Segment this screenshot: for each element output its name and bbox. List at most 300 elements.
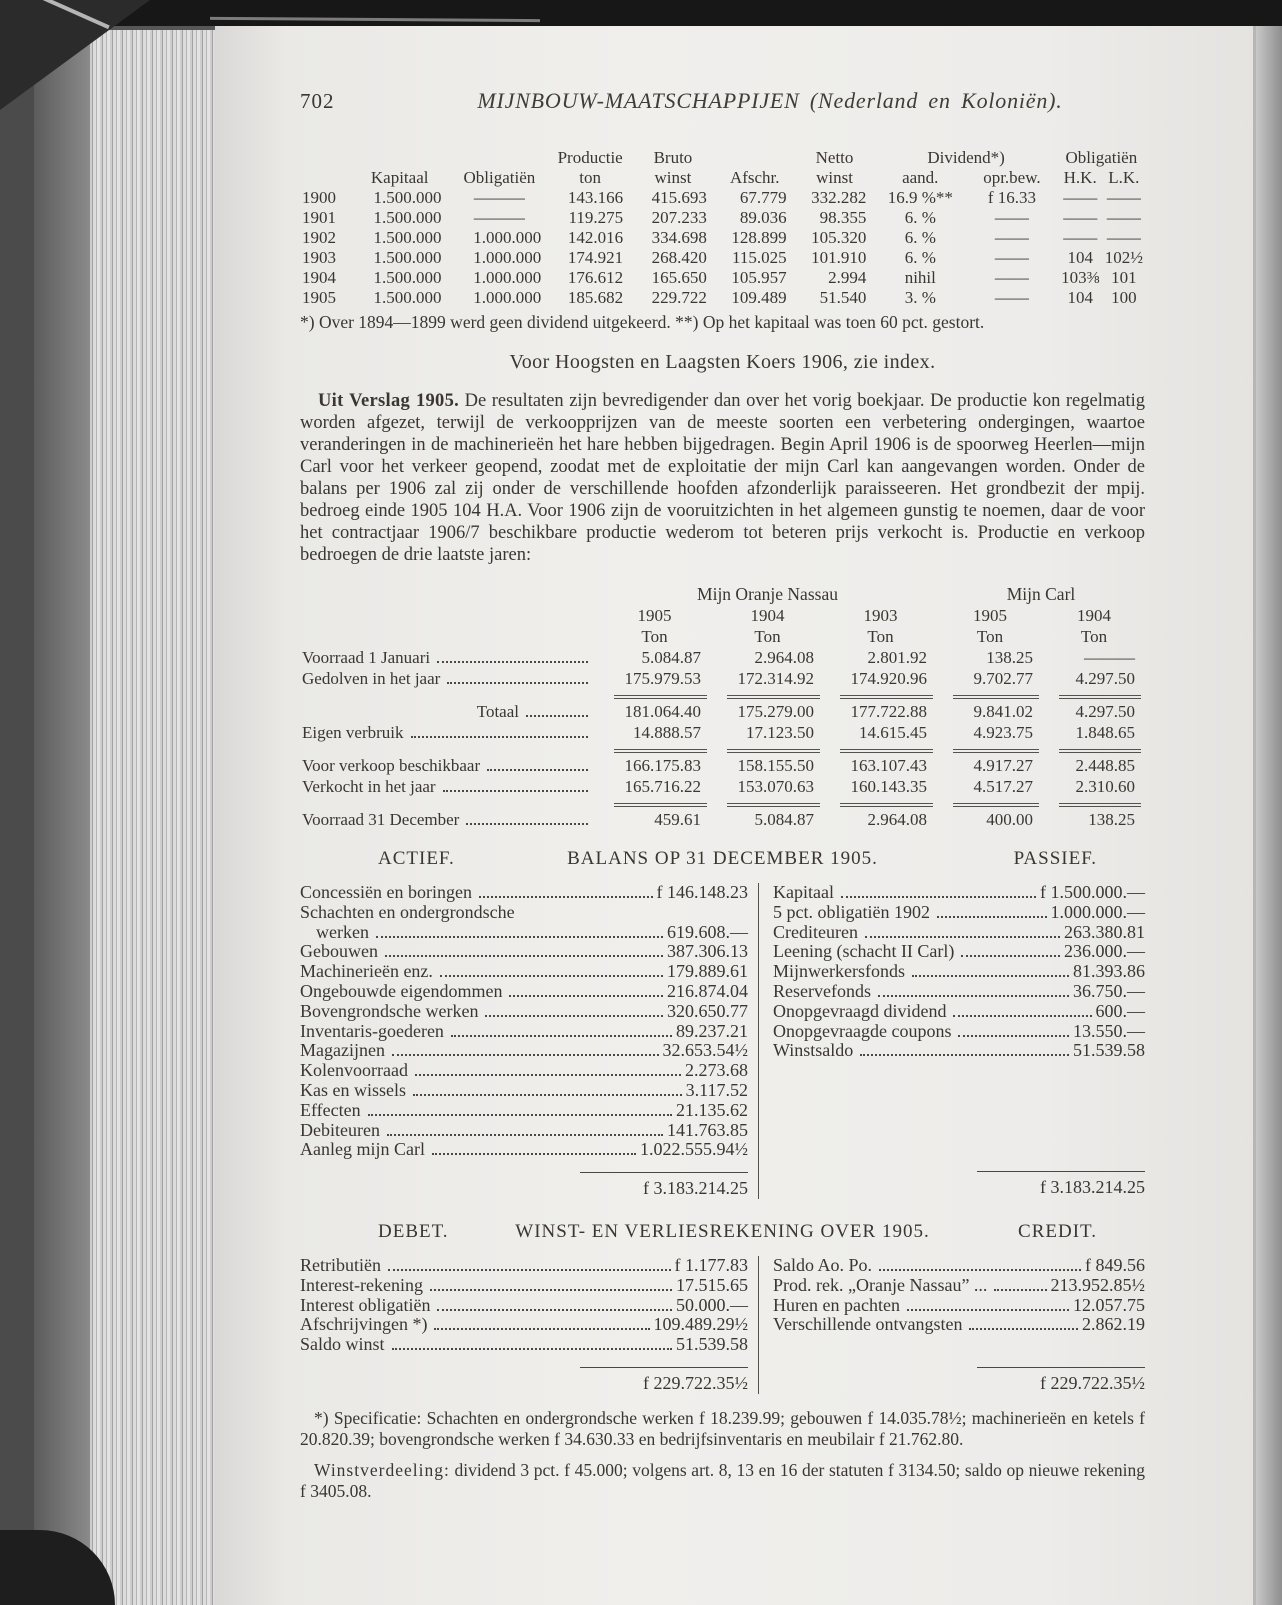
stats-cell: 1.500.000 [373, 248, 442, 267]
prod-cell: 4.923.75 [973, 722, 1033, 742]
prod-label-cell [300, 647, 598, 668]
stats-header-cell: L.K. [1108, 168, 1140, 187]
prod-unit-cell: Ton [976, 626, 1004, 646]
item-value: 619.608.— [667, 921, 748, 942]
prod-cell: 2.801.92 [867, 647, 927, 667]
item-label: Winstsaldo [773, 1040, 854, 1061]
stats-cell: 102½ [1104, 248, 1143, 267]
item-label: Inventaris-goederen [300, 1020, 444, 1041]
item-value: 216.874.04 [667, 980, 748, 1001]
stats-cell: 174.921 [567, 248, 624, 267]
leader-dots [432, 1153, 636, 1155]
page-title: MIJNBOUW-MAATSCHAPPIJEN (Nederland en Koloniën). [477, 88, 1063, 113]
prod-cell [300, 689, 598, 701]
total-value: f 3.183.214.25 [580, 1172, 748, 1199]
prod-unit-cell: Ton [867, 626, 894, 646]
prod-year-cell: 1905 [637, 605, 672, 625]
stats-header-cell: H.K. [1063, 168, 1097, 187]
item-label: Mijnwerkersfonds [773, 961, 905, 982]
prod-cell: 459.61 [654, 809, 701, 829]
leader-dots [485, 1015, 663, 1017]
item-value: 109.489.29½ [653, 1314, 748, 1335]
stats-cell: 1.500.000 [373, 208, 442, 227]
item-label: Concessiën en boringen [300, 882, 472, 902]
stats-cell: 1.000.000 [473, 288, 542, 307]
item-label: Huren en pachten [773, 1294, 900, 1315]
leader-dots [878, 995, 1069, 997]
pnl-item [300, 1296, 748, 1316]
leader-dots [385, 955, 663, 957]
stats-cell: 109.489 [731, 288, 787, 307]
stats-cell: —— [994, 248, 1029, 267]
leader-dots [526, 715, 588, 717]
rule-line [598, 689, 711, 701]
item-value: 36.750.— [1073, 980, 1145, 1001]
item-label: Aanleg mijn Carl [300, 1139, 425, 1160]
prod-year-cell: 1904 [1077, 605, 1111, 625]
prod-cell: 138.25 [986, 647, 1033, 667]
item-value: 2.862.19 [1082, 1314, 1145, 1335]
prod-cell: 2.964.08 [867, 809, 927, 829]
stats-cell: 143.166 [567, 188, 624, 207]
item-value: 21.135.62 [676, 1099, 748, 1120]
stats-cell: 176.612 [567, 268, 624, 287]
leader-dots [440, 975, 663, 977]
prod-cell: 17.123.50 [746, 722, 814, 742]
balance-item [300, 1002, 748, 1022]
stats-footnote: *) Over 1894—1899 werd geen dividend uitgekeerd. **) Op het kapitaal was toen 60 pct. gestort. [300, 312, 985, 332]
prod-cell: 2.964.08 [754, 647, 814, 667]
prod-rule-row [300, 797, 1145, 809]
stats-cell: 1.500.000 [373, 188, 442, 207]
balance-item [300, 962, 748, 982]
prod-label-cell [300, 776, 598, 797]
item-value: 12.057.75 [1073, 1294, 1145, 1315]
balance-item [773, 1041, 1145, 1061]
pnl-title: WINST- EN VERLIESREKENING OVER 1905. [515, 1220, 930, 1242]
leader-dots [479, 896, 653, 898]
item-label: Schachten en ondergrondsche [300, 901, 515, 922]
stats-cell: 2.994 [828, 268, 867, 287]
leader-dots [958, 1035, 1069, 1037]
balance-item [300, 1081, 748, 1101]
stats-cell: 142.016 [567, 228, 624, 247]
item-label: Kolenvoorraad [300, 1060, 408, 1081]
stats-cell: 100 [1111, 288, 1137, 307]
prod-year-cell: 1903 [863, 605, 898, 625]
prod-row-voorraad-1-jan [300, 647, 1145, 668]
item-value: 51.539.58 [676, 1334, 748, 1355]
balance-item [300, 883, 748, 903]
leader-dots [413, 1094, 682, 1096]
item-label: Bovengrondsche werken [300, 1000, 479, 1021]
stats-cell: 415.693 [651, 188, 707, 207]
prod-year-header-row [300, 605, 1145, 626]
footnotes [300, 1408, 1145, 1503]
stats-row-1902 [300, 228, 1145, 248]
profit-distribution-note [300, 1460, 1145, 1503]
prod-cell: 172.314.92 [737, 668, 814, 688]
balance-passief-column [759, 883, 1145, 1199]
prod-rule-row [300, 689, 1145, 701]
stats-cell: 268.420 [651, 248, 707, 267]
stats-cell: nihil [904, 268, 936, 287]
rule-line [824, 797, 937, 809]
prod-cell: 4.517.27 [973, 776, 1033, 796]
scan-left-shadow [34, 26, 90, 1605]
stats-header-cell [300, 168, 350, 188]
stats-header-cell [300, 148, 549, 168]
rule-line [711, 689, 824, 701]
prod-cell: 4.297.50 [1075, 668, 1135, 688]
balance-item [773, 883, 1145, 903]
stats-header-cell: Netto [815, 148, 854, 167]
balance-item [300, 923, 748, 943]
stats-cell: 334.698 [651, 228, 707, 247]
item-value: 263.380.81 [1064, 921, 1145, 942]
item-value: 3.117.52 [685, 1079, 748, 1100]
rule-line [937, 743, 1043, 755]
leader-dots [487, 769, 588, 771]
item-label: Retributiën [300, 1254, 381, 1275]
item-value: 89.237.21 [676, 1020, 748, 1041]
prod-label-cell [300, 701, 598, 722]
item-label: Ongebouwde eigendommen [300, 980, 503, 1001]
leader-dots [509, 995, 663, 997]
stats-cell: 207.233 [651, 208, 707, 227]
item-label: Magazijnen [300, 1040, 385, 1061]
stats-cell: 1.000.000 [473, 248, 542, 267]
item-value: 179.889.61 [667, 961, 748, 982]
passief-total [773, 1171, 1145, 1198]
balance-actief-column [300, 883, 759, 1199]
actief-caption: ACTIEF. [378, 848, 455, 869]
stats-cell: 1903 [302, 248, 336, 267]
stats-cell: —— [1106, 228, 1141, 247]
stats-cell: ——— [473, 188, 525, 207]
stats-row-1903 [300, 248, 1145, 268]
rule-line [1043, 743, 1145, 755]
leader-dots [937, 916, 1047, 918]
stats-header-cell: aand. [902, 168, 939, 187]
balance-item [300, 1061, 748, 1081]
stats-cell: 6. % [904, 248, 936, 267]
balance-item [773, 1022, 1145, 1042]
stats-cell: 1.000.000 [473, 228, 542, 247]
stats-cell: 1902 [302, 228, 336, 247]
financial-history-table [300, 148, 1145, 308]
leader-dots [953, 1015, 1091, 1017]
item-value: 81.393.86 [1073, 961, 1145, 982]
item-label: Gebouwen [300, 941, 378, 962]
pnl-body [300, 1256, 1145, 1394]
pnl-debet-column [300, 1256, 759, 1394]
leader-dots [392, 1348, 672, 1350]
stats-header-cell [715, 148, 795, 168]
balance-item [300, 1041, 748, 1061]
pnl-credit-column [759, 1256, 1145, 1394]
item-label: 5 pct. obligatiën 1902 [773, 901, 930, 922]
item-value: 1.022.555.94½ [640, 1139, 748, 1160]
leader-dots [387, 1134, 663, 1136]
item-label: Prod. rek. „Oranje Nassau” ... [773, 1274, 988, 1295]
running-head [300, 88, 1145, 120]
report-body: De resultaten zijn bevredigender dan over het vorig boekjaar. De productie kon regelmatig worden afgezet, terwijl de verkoopprijzen van de meeste soorten een verbetering ondergingen, waartoe veranderingen in de machinerieën het hare hebben bijgedragen. Begin April 1906 is de spoorweg Heerlen—mijn Carl voor het verkeer geopend, zoodat met de exploitatie der mijn Carl kan aangevangen worden. Onder de balans per 1906 zal zij onder de verschillende hoofden afzonderlijk paraisseeren. Het grondbezit der mpij. bedroeg einde 1905 104 H.A. Voor 1906 zijn de vooruitzichten in het algemeen gunstig te noemen, daar de voor het contractjaar 1906/7 beschikbare productie wederom tot beteren prijs verkocht is. Productie en verkoop bedroegen de drie laatste jaren: [300, 390, 1146, 565]
prod-label-cell [300, 755, 598, 776]
item-label: Onopgevraagd dividend [773, 1000, 947, 1021]
balance-item [773, 962, 1145, 982]
prod-cell [300, 743, 598, 755]
item-label: Afschrijvingen *) [300, 1314, 428, 1335]
balance-item [773, 903, 1145, 923]
prod-row-label: Voorraad 31 December [302, 809, 460, 829]
balance-item [773, 1002, 1145, 1022]
scan-left-edge [0, 0, 34, 1605]
scan-top-edge [0, 0, 1282, 26]
stats-cell: 1901 [302, 208, 336, 227]
stats-cell: 105.957 [731, 268, 787, 287]
prod-unit-cell: Ton [1080, 626, 1108, 646]
item-label: Debiteuren [300, 1119, 380, 1140]
pnl-item [773, 1296, 1145, 1316]
prod-label-cell [300, 722, 598, 743]
stats-cell: 1.000.000 [473, 268, 542, 287]
balance-item [300, 1101, 748, 1121]
prod-cell: 4.297.50 [1075, 701, 1135, 721]
balance-item [300, 1140, 748, 1160]
prod-cell: 174.920.96 [850, 668, 927, 688]
item-label: Crediteuren [773, 921, 858, 942]
leader-dots [430, 1289, 672, 1291]
stats-cell: 101 [1111, 268, 1137, 287]
stats-row-1904 [300, 268, 1145, 288]
stats-cell: 128.899 [731, 228, 787, 247]
prod-row-label: Voorraad 1 Januari [302, 647, 431, 667]
stats-cell: —— [994, 208, 1029, 227]
leader-dots [447, 682, 588, 684]
total-value: f 229.722.35½ [580, 1367, 748, 1394]
prod-row-label: Totaal [476, 701, 519, 721]
stats-header-cell: Afschr. [729, 168, 780, 187]
passief-caption: PASSIEF. [1013, 848, 1097, 869]
stats-cell: 98.355 [819, 208, 867, 227]
item-value: 320.650.77 [667, 1000, 748, 1021]
stats-cell: 119.275 [568, 208, 624, 227]
stats-cell: —— [1063, 208, 1098, 227]
stats-cell: 16.9 %** [887, 188, 953, 207]
stats-cell: 101.910 [811, 248, 867, 267]
prod-cell: 14.615.45 [859, 722, 927, 742]
item-value: 50.000.— [676, 1294, 748, 1315]
page-number: 702 [300, 89, 335, 113]
item-value: f 1.500.000.— [1040, 882, 1145, 902]
leader-dots [392, 1054, 659, 1056]
item-label: Interest-rekening [300, 1274, 423, 1295]
rule-line [711, 743, 824, 755]
item-value: 1.000.000.— [1050, 901, 1145, 922]
report-paragraph [300, 390, 1145, 566]
total-value: f 229.722.35½ [977, 1367, 1145, 1394]
stats-row-1900 [300, 188, 1145, 208]
leader-dots [437, 1309, 672, 1311]
rule-line [711, 797, 824, 809]
stats-header-cell: Productie [557, 148, 623, 167]
stats-cell: 185.682 [567, 288, 624, 307]
item-value: 32.653.54½ [662, 1040, 748, 1061]
pnl-item [300, 1335, 748, 1355]
prod-cell [300, 626, 598, 647]
stats-cell: 104 [1067, 248, 1093, 267]
leader-dots [994, 1289, 1046, 1291]
item-label: Onopgevraagde coupons [773, 1020, 952, 1041]
prod-year-cell: 1905 [973, 605, 1007, 625]
balance-header [300, 848, 1145, 870]
credit-caption: CREDIT. [1018, 1220, 1097, 1242]
stats-row-1905 [300, 288, 1145, 308]
prod-cell: 1.848.65 [1075, 722, 1135, 742]
prod-cell: 175.979.53 [624, 668, 701, 688]
leader-dots [434, 1328, 649, 1330]
balance-item [300, 903, 748, 923]
balance-title: BALANS OP 31 DECEMBER 1905. [567, 848, 878, 869]
stats-cell: 332.282 [811, 188, 867, 207]
stats-cell: —— [994, 288, 1029, 307]
specification-footnote: *) Specificatie: Schachten en ondergrondsche werken f 18.239.99; gebouwen f 14.035.78½; machinerieën en ketels f 20.820.39; bovengrondsche werken f 34.630.33 en bedrijfsinventaris en meubilair f 21.762.80. [300, 1407, 1145, 1450]
prod-year-cell: 1904 [750, 605, 785, 625]
leader-dots [368, 1114, 672, 1116]
stats-cell: —— [994, 228, 1029, 247]
prod-cell [300, 605, 598, 626]
report-lead: Uit Verslag 1905. [318, 390, 460, 411]
stats-cell: 6. % [904, 208, 936, 227]
pnl-item [300, 1315, 748, 1335]
balance-item [300, 1121, 748, 1141]
item-label: Effecten [300, 1099, 361, 1120]
debet-total [300, 1367, 748, 1394]
stats-row-1901 [300, 208, 1145, 228]
pnl-item [773, 1276, 1145, 1296]
item-value: 51.539.58 [1073, 1040, 1145, 1061]
stats-header-cell: Obligatiën [1065, 148, 1138, 167]
rule-line [824, 743, 937, 755]
prod-cell: 400.00 [986, 809, 1033, 829]
stats-header-cell: winst [816, 168, 853, 187]
rule-line [1043, 689, 1145, 701]
stats-header-cell: winst [654, 168, 692, 187]
prod-row-label: Verkocht in het jaar [302, 776, 436, 796]
prod-cell: 181.064.40 [624, 701, 701, 721]
leader-dots [443, 790, 588, 792]
leader-dots [451, 1035, 672, 1037]
leader-dots [879, 1269, 1081, 1271]
prod-group-header-row [300, 584, 1145, 605]
rule-line [937, 689, 1043, 701]
stats-cell: 6. % [904, 228, 936, 247]
stats-cell: —— [1063, 228, 1098, 247]
leader-dots [841, 896, 1036, 898]
pnl-header [300, 1221, 1145, 1243]
rule-line [1043, 797, 1145, 809]
stats-cell: 3. % [904, 288, 936, 307]
prod-unit-cell: Ton [641, 626, 668, 646]
leader-dots [411, 736, 589, 738]
stats-cell: 1.500.000 [373, 288, 442, 307]
item-value: f 849.56 [1085, 1254, 1145, 1275]
stats-cell: —— [1106, 188, 1141, 207]
item-label: Kas en wissels [300, 1079, 406, 1100]
stats-header-row-2 [300, 168, 1145, 188]
item-value: f 146.148.23 [656, 882, 748, 902]
stats-cell: 51.540 [819, 288, 867, 307]
prod-unit-cell: Ton [754, 626, 781, 646]
prod-label-cell [300, 809, 598, 830]
rule-line [937, 797, 1043, 809]
prod-cell [300, 797, 598, 809]
item-value: 236.000.— [1064, 941, 1145, 962]
prod-row-verkocht [300, 776, 1145, 797]
credit-total [773, 1367, 1145, 1394]
item-label: Interest obligatiën [300, 1294, 431, 1315]
stats-cell: 1905 [302, 288, 336, 307]
item-value: 600.— [1095, 1000, 1145, 1021]
stats-cell: —— [994, 268, 1029, 287]
prod-cell: 2.448.85 [1075, 755, 1135, 775]
prod-row-label: Voor verkoop beschikbaar [302, 755, 481, 775]
stats-cell: 1.500.000 [373, 228, 442, 247]
item-label: Machinerieën enz. [300, 961, 433, 982]
leader-dots [388, 1269, 671, 1271]
production-table [300, 584, 1145, 830]
prod-label-cell [300, 668, 598, 689]
prod-cell: 163.107.43 [850, 755, 927, 775]
balance-item [300, 1022, 748, 1042]
item-label: werken [316, 921, 369, 942]
prod-cell: 153.070.63 [737, 776, 814, 796]
item-label: Leening (schacht II Carl) [773, 941, 955, 962]
stats-header-cell: Bruto [653, 148, 693, 167]
leader-dots [860, 1054, 1069, 1056]
rule-line [824, 689, 937, 701]
actief-total [300, 1172, 748, 1199]
stats-header-cell: Kapitaal [370, 168, 429, 187]
leader-dots [466, 823, 588, 825]
item-value: 2.273.68 [685, 1060, 748, 1081]
prod-group-carl: Mijn Carl [1006, 584, 1076, 604]
item-value: 213.952.85½ [1050, 1274, 1145, 1295]
item-value: f 1.177.83 [674, 1254, 748, 1275]
balance-item [773, 942, 1145, 962]
stats-cell: 165.650 [651, 268, 707, 287]
leader-dots [865, 936, 1060, 938]
balance-item [300, 982, 748, 1002]
stats-cell: 103⅜ [1061, 268, 1100, 287]
pnl-item [773, 1256, 1145, 1276]
stats-header-row-1 [300, 148, 1145, 168]
leader-dots [907, 1309, 1069, 1311]
prod-cell: 4.917.27 [973, 755, 1033, 775]
prod-cell: 138.25 [1088, 809, 1135, 829]
stats-cell: 105.320 [811, 228, 867, 247]
stats-header-cell: ton [579, 168, 602, 187]
stats-header-cell: Obligatiën [463, 168, 536, 187]
item-label: Reservefonds [773, 980, 871, 1001]
rule-line [598, 797, 711, 809]
prod-row-voorraad-31-dec [300, 809, 1145, 830]
stats-cell: 89.036 [739, 208, 787, 227]
leader-dots [415, 1074, 681, 1076]
prod-rule-row [300, 743, 1145, 755]
page-content [300, 88, 1145, 1512]
